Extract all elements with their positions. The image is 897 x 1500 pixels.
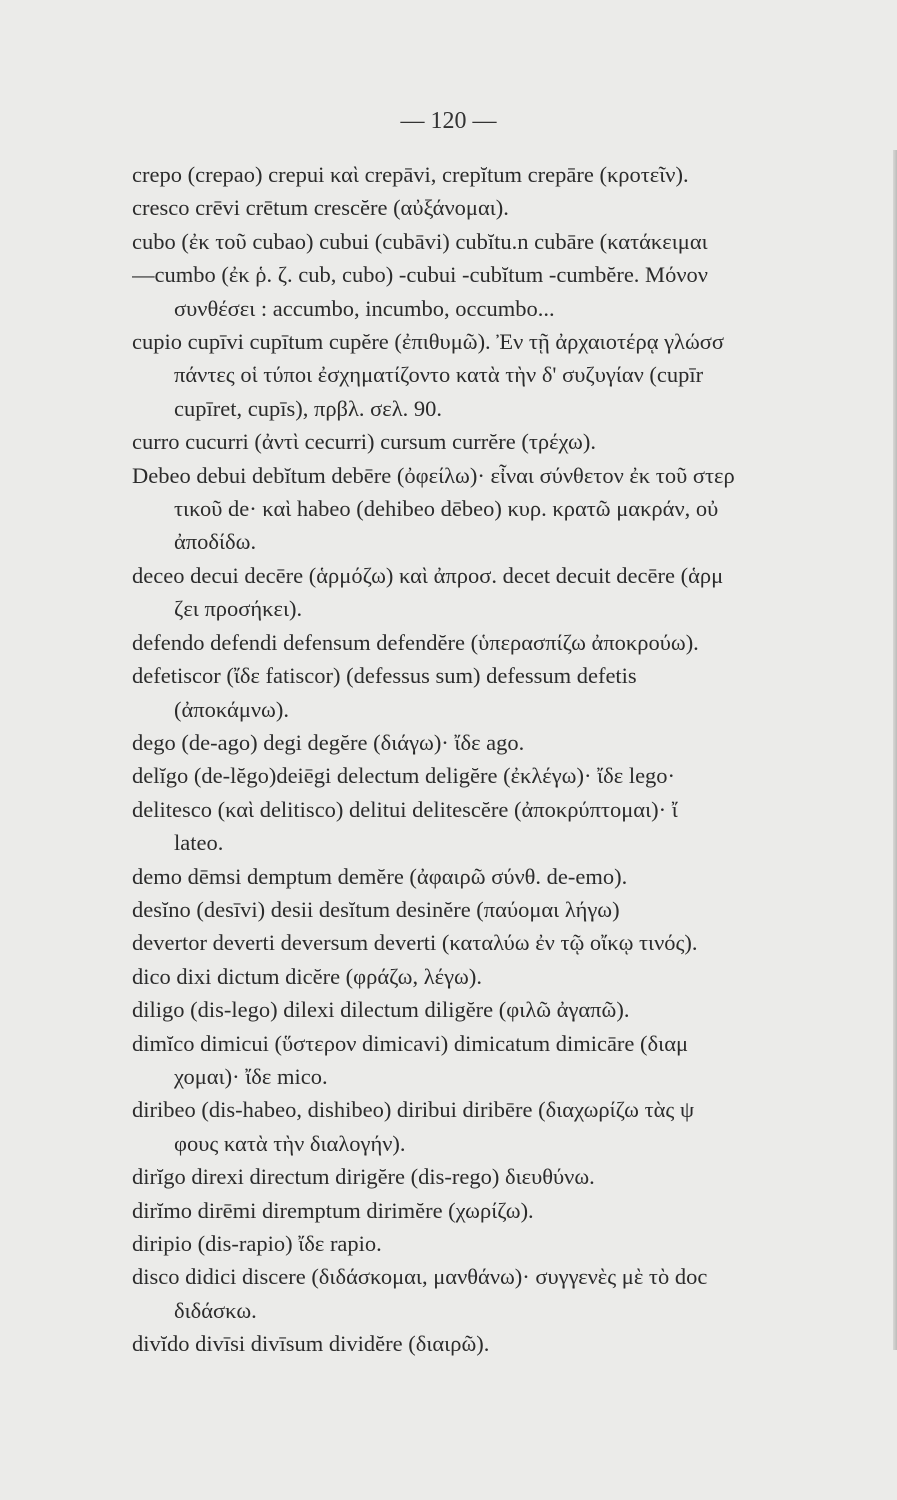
entry-line: dimĭco dimicui (ὕστερον dimicavi) dimicatum dimicāre (διαμ — [132, 1030, 689, 1056]
entry-line: dego (de-ago) degi degĕre (διάγω)· ἴδε ago. — [132, 729, 525, 755]
entry-continuation: lateo. — [174, 830, 224, 856]
entry-line: Debeo debui debĭtum debēre (ὀφείλω)· εἶναι σύνθετον ἐκ τοῦ στερ — [132, 462, 735, 488]
entry-line: defendo defendi defensum defendĕre (ὑπερασπίζω ἀποκρούω). — [132, 629, 699, 655]
entry-line: cresco crēvi crētum crescĕre (αὐξάνομαι). — [132, 195, 509, 221]
page-edge-shadow — [893, 150, 897, 1350]
entry-line: diligo (dis-lego) dilexi dilectum diligĕre (φιλῶ ἀγαπῶ). — [132, 997, 630, 1023]
entry-line: —cumbo (ἐκ ῥ. ζ. cub, cubo) -cubui -cubĭtum -cumbĕre. Μόνον — [132, 262, 708, 288]
entry-line: dirĭgo direxi directum dirigĕre (dis-rego) διευθύνω. — [132, 1164, 595, 1190]
entry-line: cupio cupīvi cupītum cupĕre (ἐπιθυμῶ). Ἐν τῇ ἀρχαιοτέρᾳ γλώσσ — [132, 329, 725, 355]
entry-continuation: τικοῦ de· καὶ habeo (dehibeo dēbeo) κυρ. κρατῶ μακράν, οὐ — [174, 496, 719, 522]
entry-continuation: διδάσκω. — [174, 1297, 257, 1323]
entry-line: desĭno (desīvi) desii desĭtum desinĕre (παύομαι λήγω) — [132, 896, 620, 922]
entry-line: defetiscor (ἴδε fatiscor) (defessus sum) defessum defetis — [132, 663, 637, 689]
entry-continuation: συνθέσει : accumbo, incumbo, occumbo... — [174, 295, 555, 321]
entry-continuation: φους κατὰ τὴν διαλογήν). — [174, 1130, 406, 1156]
entry-continuation: ζει προσήκει). — [174, 596, 303, 622]
entry-line: dico dixi dictum dicĕre (φράζω, λέγω). — [132, 963, 482, 989]
entry-continuation: cupīret, cupīs), πρβλ. σελ. 90. — [174, 395, 443, 421]
entry-line: deceo decui decēre (ἁρμόζω) καὶ ἀπροσ. decet decuit decēre (ἁρμ — [132, 562, 724, 588]
entry-line: cubo (ἐκ τοῦ cubao) cubui (cubāvi) cubĭtu.n cubāre (κατάκειμαι — [132, 228, 708, 254]
entry-line: demo dēmsi demptum demĕre (ἀφαιρῶ σύνθ. de-emo). — [132, 863, 628, 889]
entry-line: delĭgo (de-lĕgo)deiēgi delectum deligĕre (ἐκλέγω)· ἴδε lego· — [132, 763, 676, 789]
entry-line: delitesco (καὶ delitisco) delitui delitescĕre (ἀποκρύπτομαι)· ἴ — [132, 796, 678, 822]
entry-line: curro cucurri (ἀντὶ cecurri) cursum currĕre (τρέχω). — [132, 429, 596, 455]
entry-line: devertor deverti deversum deverti (καταλύω ἐν τῷ οἴκῳ τινός). — [132, 930, 698, 956]
entry-continuation: χομαι)· ἴδε mico. — [174, 1063, 328, 1089]
entry-line: divĭdo divīsi divīsum dividĕre (διαιρῶ). — [132, 1331, 490, 1357]
entry-line: crepo (crepao) crepui καὶ crepāvi, crepĭtum crepāre (κροτεῖν). — [132, 162, 689, 187]
entry-continuation: ἀποδίδω. — [174, 529, 257, 555]
entry-line: diribeo (dis-habeo, dishibeo) diribui diribēre (διαχωρίζω τὰς ψ — [132, 1097, 695, 1123]
dictionary-entries — [132, 158, 897, 1361]
entry-line: dirĭmo dirēmi diremptum dirimĕre (χωρίζω). — [132, 1197, 534, 1223]
entry-line: disco didici discere (διδάσκομαι, μανθάνω)· συγγενὲς μὲ τὸ doc — [132, 1264, 708, 1290]
entry-continuation: πάντες οἱ τύποι ἐσχηματίζοντο κατὰ τὴν δ' συζυγίαν (cupīr — [174, 362, 704, 388]
page-number: — 120 — — [400, 108, 497, 134]
entry-line: diripio (dis-rapio) ἴδε rapio. — [132, 1231, 382, 1256]
entry-continuation: (ἀποκάμνω). — [174, 696, 289, 722]
